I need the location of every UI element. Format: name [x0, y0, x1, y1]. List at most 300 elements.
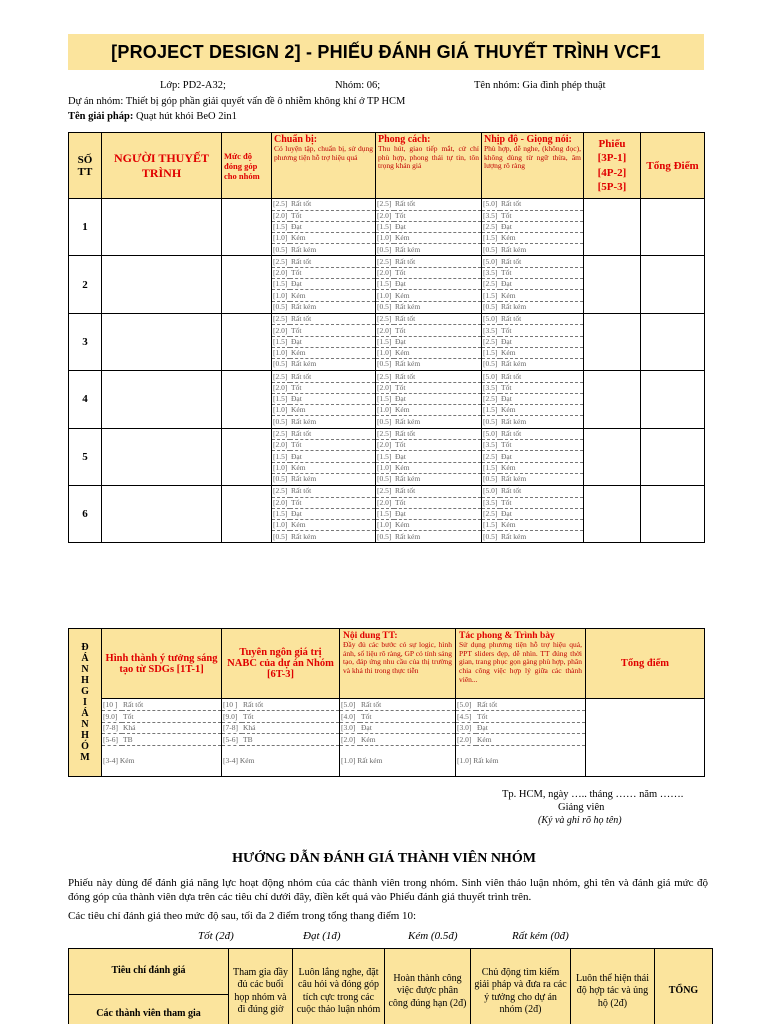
scale-option[interactable] — [482, 520, 583, 531]
scale-option[interactable] — [482, 416, 583, 427]
scale-label: Tốt — [500, 497, 583, 508]
preparation-scale — [272, 313, 376, 370]
contribution-cell[interactable] — [222, 313, 272, 370]
scale-option[interactable] — [482, 440, 583, 451]
scale-score: [2.5] — [376, 256, 394, 267]
scale-option[interactable] — [482, 290, 583, 301]
scale-option[interactable] — [272, 473, 375, 484]
scale-option[interactable] — [376, 210, 481, 221]
scale-score: [1.5] — [272, 451, 290, 462]
scale-option[interactable] — [340, 711, 455, 723]
header-style — [376, 133, 482, 199]
scale-label: Rất tốt — [290, 314, 375, 325]
class-info: Lớp: PD2-A32; — [160, 80, 226, 91]
row-number: 1 — [69, 199, 102, 256]
total-score-cell[interactable] — [641, 199, 705, 256]
scale-option[interactable] — [376, 486, 481, 497]
guide-title: HƯỚNG DẪN ĐÁNH GIÁ THÀNH VIÊN NHÓM — [232, 851, 536, 866]
scale-score: [2.0] — [376, 497, 394, 508]
scale-option[interactable] — [482, 486, 583, 497]
preparation-scale — [272, 485, 376, 542]
scale-option[interactable] — [376, 199, 481, 210]
scale-option[interactable] — [482, 301, 583, 312]
scale-label: Đạt — [476, 722, 585, 734]
scale-option[interactable] — [482, 359, 583, 370]
scale-option[interactable] — [272, 462, 375, 473]
scale-option[interactable] — [340, 734, 455, 746]
vertical-letter: H — [81, 675, 89, 686]
contribution-cell[interactable] — [222, 371, 272, 428]
scale-option[interactable] — [482, 314, 583, 325]
scale-option[interactable] — [376, 508, 481, 519]
scale-option[interactable] — [376, 268, 481, 279]
contribution-cell[interactable] — [222, 485, 272, 542]
scale-label: Đạt — [360, 722, 455, 734]
scale-score: [1.0] — [376, 347, 394, 358]
scale-label: Đạt — [290, 508, 375, 519]
project-info: Dự án nhóm: Thiết bị góp phần giải quyết vấn đề ô nhiễm không khí ở TP HCM — [68, 96, 406, 107]
scale-option[interactable] — [482, 336, 583, 347]
scale-option[interactable] — [272, 314, 375, 325]
scale-option[interactable] — [272, 347, 375, 358]
scale-score: [5.0] — [482, 371, 500, 382]
scale-option[interactable] — [482, 451, 583, 462]
scale-label: Tốt — [500, 210, 583, 221]
form-code-2: [4P-2] — [597, 166, 627, 179]
scale-option[interactable] — [272, 371, 375, 382]
scale-label: Kém — [500, 347, 583, 358]
vertical-letter: I — [83, 697, 87, 708]
scale-option[interactable] — [272, 416, 375, 427]
scale-label: Tốt — [290, 325, 375, 336]
scale-option[interactable] — [272, 394, 375, 405]
scale-option[interactable] — [482, 244, 583, 255]
vertical-letter: Á — [81, 653, 89, 664]
scale-label: Đạt — [500, 508, 583, 519]
scale-label: Khá — [122, 722, 221, 734]
scale-score: [2.0] — [376, 210, 394, 221]
scale-score: [5.0] — [482, 256, 500, 267]
scale-option[interactable] — [482, 268, 583, 279]
scale-option[interactable] — [482, 394, 583, 405]
pace-voice-desc: Phù hợp, dễ nghe, (không đọc), không dùng từ ngữ thừa, âm lượng rõ ràng — [484, 144, 581, 171]
scale-score: [5.0] — [456, 699, 476, 711]
scale-last-option: [3-4] Kém — [223, 755, 255, 765]
presenter-row — [69, 199, 705, 256]
contribution-cell[interactable] — [222, 199, 272, 256]
scale-option[interactable] — [482, 531, 583, 542]
scale-option[interactable] — [482, 473, 583, 484]
scale-option[interactable] — [482, 325, 583, 336]
scale-score: [2.5] — [272, 429, 290, 440]
scale-option[interactable] — [376, 405, 481, 416]
scale-option[interactable] — [376, 520, 481, 531]
scale-option[interactable] — [340, 722, 455, 734]
scale-score: [3.5] — [482, 382, 500, 393]
scale-option[interactable] — [272, 451, 375, 462]
scale-option[interactable] — [272, 486, 375, 497]
scale-option[interactable] — [482, 279, 583, 290]
scale-score: [2.0] — [272, 268, 290, 279]
scale-option[interactable] — [376, 221, 481, 232]
scale-label: Rất kém — [395, 531, 421, 541]
scale-option[interactable] — [272, 531, 375, 542]
scale-option[interactable] — [376, 382, 481, 393]
header-preparation — [272, 133, 376, 199]
header-total: Tổng Điểm — [641, 133, 705, 199]
contribution-cell[interactable] — [222, 428, 272, 485]
row-number: 2 — [69, 256, 102, 313]
scale-score: [3.5] — [482, 497, 500, 508]
scale-label: Kém — [394, 405, 481, 416]
scale-label: Tốt — [394, 325, 481, 336]
level-very-poor: Rất kém (0đ) — [512, 930, 569, 942]
group-eval-vertical-label — [69, 629, 102, 777]
scale-label: Rất kém — [501, 359, 527, 369]
scale-option[interactable] — [102, 711, 221, 723]
scale-score: [1.5] — [482, 520, 500, 531]
pace-voice-scale — [482, 371, 584, 428]
scale-option[interactable] — [272, 256, 375, 267]
scale-option[interactable] — [482, 429, 583, 440]
row-number: 4 — [69, 371, 102, 428]
scale-option[interactable] — [456, 711, 585, 723]
scale-option[interactable] — [482, 382, 583, 393]
scale-score: [2.5] — [376, 486, 394, 497]
scale-option[interactable] — [272, 233, 375, 244]
preparation-title: Chuẩn bị: — [274, 134, 318, 145]
scale-option[interactable] — [482, 199, 583, 210]
scale-option[interactable] — [376, 325, 481, 336]
preparation-scale — [272, 371, 376, 428]
group-name: Tên nhóm: Gia đình phép thuật — [474, 80, 606, 91]
scale-option[interactable] — [340, 699, 455, 711]
scale-score: [1.0] — [376, 290, 394, 301]
scale-option[interactable] — [376, 347, 481, 358]
scale-option[interactable] — [272, 359, 375, 370]
member-eval-table — [68, 948, 713, 1024]
total-score-cell[interactable] — [641, 428, 705, 485]
form-score-cell[interactable] — [584, 428, 641, 485]
style-scale — [376, 256, 482, 313]
scale-option[interactable] — [222, 734, 339, 746]
header-content — [340, 629, 456, 699]
scale-label: Kém — [290, 462, 375, 473]
group-total-cell[interactable] — [586, 699, 705, 777]
scale-label: Kém — [394, 233, 481, 244]
scale-option[interactable] — [376, 473, 481, 484]
scale-score: [0.5] — [377, 416, 392, 426]
criterion-attendance: Tham gia đầy đủ các buổi họp nhóm và đi đúng giờ — [229, 949, 293, 1024]
scale-option[interactable] — [482, 347, 583, 358]
scale-option[interactable] — [376, 301, 481, 312]
scale-label: TB — [122, 734, 221, 746]
scale-score: [10 ] — [102, 699, 122, 711]
scale-label: Đạt — [290, 336, 375, 347]
scale-score: [1.0] — [272, 462, 290, 473]
scale-score: [2.5] — [482, 221, 500, 232]
scale-option[interactable] — [376, 394, 481, 405]
scale-label: Kém — [476, 734, 585, 746]
scale-label: Tốt — [500, 440, 583, 451]
scale-option[interactable] — [272, 336, 375, 347]
scale-option[interactable] — [272, 221, 375, 232]
scale-score: [2.0] — [376, 325, 394, 336]
row-number: 5 — [69, 428, 102, 485]
scale-score: [2.0] — [272, 325, 290, 336]
scale-label: Rất tốt — [290, 486, 375, 497]
presenter-name-cell[interactable] — [102, 199, 222, 256]
scale-option[interactable] — [376, 290, 481, 301]
signature-note: (Ký và ghi rõ họ tên) — [538, 815, 622, 826]
scale-label: Tốt — [290, 497, 375, 508]
scale-label: Rất tốt — [394, 486, 481, 497]
scale-score: [1.5] — [482, 462, 500, 473]
scale-label: Tốt — [290, 382, 375, 393]
presenter-row — [69, 428, 705, 485]
scale-option[interactable] — [376, 336, 481, 347]
scale-option[interactable] — [272, 301, 375, 312]
scale-option[interactable] — [376, 429, 481, 440]
scale-score: [0.5] — [273, 474, 288, 484]
scale-option[interactable] — [272, 405, 375, 416]
scale-option[interactable] — [272, 199, 375, 210]
scale-score: [3.5] — [482, 440, 500, 451]
scale-score: [4.0] — [340, 711, 360, 723]
scale-score: [4.5] — [456, 711, 476, 723]
scale-score: [1.5] — [272, 508, 290, 519]
style-scale — [376, 313, 482, 370]
scale-option[interactable] — [272, 325, 375, 336]
scale-score: [1.5] — [482, 405, 500, 416]
scale-score: [1.5] — [482, 347, 500, 358]
scale-option[interactable] — [482, 210, 583, 221]
scale-label: Rất kém — [395, 474, 421, 484]
presenter-name-cell[interactable] — [102, 485, 222, 542]
scale-label: Rất kém — [291, 359, 317, 369]
scale-label: Rất kém — [501, 301, 527, 311]
scale-score: [0.5] — [377, 359, 392, 369]
scale-score: [0.5] — [483, 474, 498, 484]
scale-score: [0.5] — [377, 474, 392, 484]
presenter-name-cell[interactable] — [102, 313, 222, 370]
scale-option[interactable] — [376, 371, 481, 382]
scale-option[interactable] — [456, 699, 585, 711]
level-pass: Đạt (1đ) — [303, 930, 341, 942]
level-good: Tốt (2đ) — [198, 930, 234, 942]
solution-info — [68, 111, 237, 122]
scale-label: Kém — [360, 734, 455, 746]
scale-label: Rất kém — [291, 301, 317, 311]
scale-label: Kém — [290, 405, 375, 416]
scale-score: [2.0] — [376, 440, 394, 451]
scale-label: Rất tốt — [394, 199, 481, 210]
scale-option[interactable] — [376, 531, 481, 542]
scale-score: [7-8] — [102, 722, 122, 734]
form-score-cell[interactable] — [584, 485, 641, 542]
scale-option[interactable] — [272, 268, 375, 279]
scale-score: [2.0] — [376, 382, 394, 393]
scale-score: [1.0] — [272, 290, 290, 301]
contribution-cell[interactable] — [222, 256, 272, 313]
scale-option[interactable] — [376, 233, 481, 244]
pace-voice-scale — [482, 428, 584, 485]
signature-date: Tp. HCM, ngày ….. tháng …… năm ……. — [502, 789, 684, 800]
scale-score: [2.0] — [456, 734, 476, 746]
scale-label: Kém — [500, 462, 583, 473]
scale-option[interactable] — [376, 314, 481, 325]
scale-option[interactable] — [272, 290, 375, 301]
scale-option[interactable] — [272, 497, 375, 508]
scale-option[interactable] — [376, 451, 481, 462]
scale-score: [1.5] — [272, 394, 290, 405]
scale-label: Đạt — [290, 451, 375, 462]
scale-label: Rất tốt — [500, 486, 583, 497]
scale-score: [2.0] — [376, 268, 394, 279]
presenter-name-cell[interactable] — [102, 428, 222, 485]
scale-label: Rất kém — [291, 244, 317, 254]
scale-option[interactable] — [376, 416, 481, 427]
criterion-participation: Luôn lắng nghe, đặt câu hỏi và đóng góp tích cực trong các cuộc thảo luận nhóm — [293, 949, 385, 1024]
scale-option[interactable] — [376, 440, 481, 451]
preparation-scale — [272, 199, 376, 256]
scale-label: Tốt — [290, 440, 375, 451]
scale-label: Kém — [394, 290, 481, 301]
scale-option[interactable] — [456, 722, 585, 734]
style-scale — [376, 485, 482, 542]
scale-score: [0.5] — [483, 416, 498, 426]
level-poor: Kém (0.5đ) — [408, 930, 458, 942]
scale-option[interactable] — [222, 699, 339, 711]
scale-option[interactable] — [222, 711, 339, 723]
scale-option[interactable] — [272, 508, 375, 519]
scale-option[interactable] — [456, 734, 585, 746]
scale-option[interactable] — [376, 244, 481, 255]
header-form — [584, 133, 641, 199]
preparation-scale — [272, 256, 376, 313]
vertical-letter: Ó — [81, 741, 89, 752]
page-title-bar — [68, 34, 704, 70]
scale-score: [7-8] — [222, 722, 242, 734]
scale-option[interactable] — [376, 497, 481, 508]
scale-score: [1.0] — [272, 233, 290, 244]
form-score-cell[interactable] — [584, 256, 641, 313]
scale-option[interactable] — [102, 699, 221, 711]
scale-label: Rất tốt — [122, 699, 221, 711]
scale-option[interactable] — [272, 440, 375, 451]
form-score-cell[interactable] — [584, 313, 641, 370]
pace-voice-scale — [482, 313, 584, 370]
scale-option[interactable] — [340, 745, 455, 775]
total-score-cell[interactable] — [641, 313, 705, 370]
form-score-cell[interactable] — [584, 199, 641, 256]
total-score-cell[interactable] — [641, 485, 705, 542]
scale-option[interactable] — [482, 233, 583, 244]
total-score-cell[interactable] — [641, 371, 705, 428]
style-title: Phong cách: — [378, 134, 431, 145]
scale-label: Kém — [500, 233, 583, 244]
scale-option[interactable] — [482, 371, 583, 382]
scale-label: Đạt — [500, 451, 583, 462]
scale-label: Đạt — [394, 221, 481, 232]
manner-title: Tác phong & Trình bày — [459, 631, 555, 641]
scale-option[interactable] — [102, 734, 221, 746]
scale-option[interactable] — [102, 745, 221, 775]
scale-option[interactable] — [376, 279, 481, 290]
scale-label: Đạt — [500, 279, 583, 290]
scale-option[interactable] — [272, 210, 375, 221]
scale-option[interactable] — [482, 462, 583, 473]
scale-label: Đạt — [394, 394, 481, 405]
scale-score: [0.5] — [273, 359, 288, 369]
scale-score: [0.5] — [377, 531, 392, 541]
presenter-name-cell[interactable] — [102, 371, 222, 428]
scale-label: Kém — [500, 290, 583, 301]
scale-option[interactable] — [272, 244, 375, 255]
scale-label: Rất kém — [395, 244, 421, 254]
scale-option[interactable] — [456, 745, 585, 775]
criterion-cooperation: Luôn thể hiện thái độ hợp tác và ủng hộ (2đ) — [571, 949, 655, 1024]
scale-score: [0.5] — [273, 301, 288, 311]
scale-label: Đạt — [290, 279, 375, 290]
scale-label: Kém — [290, 520, 375, 531]
scale-score: [0.5] — [483, 359, 498, 369]
scale-score: [1.0] — [272, 347, 290, 358]
scale-option[interactable] — [272, 382, 375, 393]
scale-option[interactable] — [482, 221, 583, 232]
scale-label: Kém — [290, 347, 375, 358]
total-score-cell[interactable] — [641, 256, 705, 313]
preparation-scale — [272, 428, 376, 485]
scale-option[interactable] — [376, 256, 481, 267]
scale-option[interactable] — [482, 405, 583, 416]
scale-score: [3.5] — [482, 210, 500, 221]
scale-option[interactable] — [222, 722, 339, 734]
pace-voice-scale — [482, 256, 584, 313]
vertical-letter: Đ — [81, 642, 89, 653]
scale-option[interactable] — [376, 462, 481, 473]
guide-paragraph-2: Các tiêu chí đánh giá theo mức độ sau, tối đa 2 điểm trong tổng thang điểm 10: — [68, 910, 417, 922]
scale-score: [3.0] — [340, 722, 360, 734]
scale-option[interactable] — [272, 429, 375, 440]
scale-label: Rất kém — [501, 416, 527, 426]
scale-option[interactable] — [102, 722, 221, 734]
scale-option[interactable] — [482, 256, 583, 267]
scale-label: Tốt — [290, 210, 375, 221]
row-number: 3 — [69, 313, 102, 370]
scale-score: [9.0] — [102, 711, 122, 723]
form-score-cell[interactable] — [584, 371, 641, 428]
scale-label: Kém — [394, 347, 481, 358]
scale-label: Rất tốt — [394, 371, 481, 382]
scale-option[interactable] — [272, 520, 375, 531]
scale-option[interactable] — [376, 359, 481, 370]
scale-option[interactable] — [272, 279, 375, 290]
scale-score: [5.0] — [482, 199, 500, 210]
scale-option[interactable] — [222, 745, 339, 775]
scale-score: [2.5] — [482, 336, 500, 347]
scale-score: [0.5] — [483, 531, 498, 541]
scale-option[interactable] — [482, 497, 583, 508]
presenter-name-cell[interactable] — [102, 256, 222, 313]
scale-label: Tốt — [500, 325, 583, 336]
scale-last-option: [3-4] Kém — [103, 755, 135, 765]
signature-role: Giảng viên — [558, 802, 605, 813]
scale-option[interactable] — [482, 508, 583, 519]
scale-label: Tốt — [122, 711, 221, 723]
scale-label: Tốt — [394, 497, 481, 508]
scale-label: Rất tốt — [242, 699, 339, 711]
